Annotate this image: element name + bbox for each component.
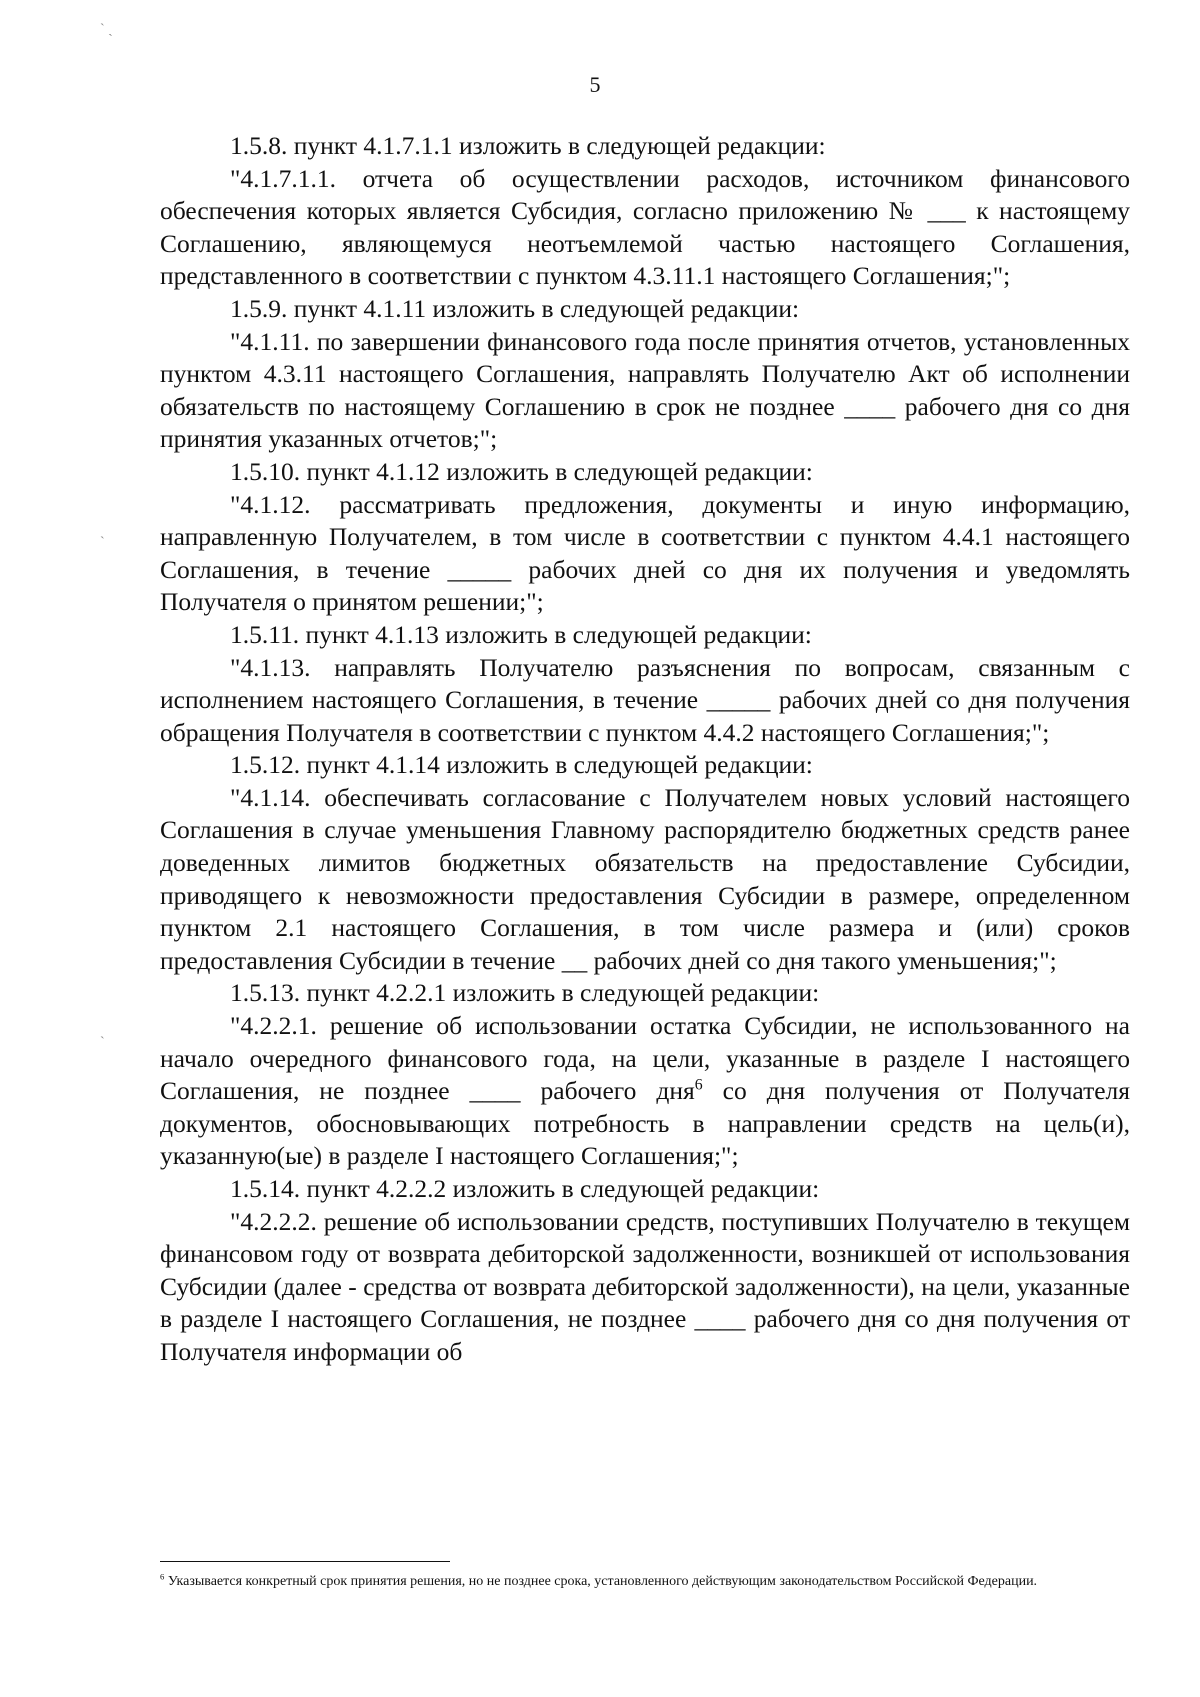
paragraph: 1.5.11. пункт 4.1.13 изложить в следующей редакции: [230,619,812,649]
page-number: 5 [589,72,601,97]
paragraph: "4.1.13. направлять Получателю разъяснения по вопросам, связанным с исполнением настоящего Соглашения, в течение _____ рабочих дней со дня получения обращения Получателя в соответствии с пунктом 4.4.2 настоящего Соглашения;"; [160,652,1130,747]
paragraph: "4.2.2.2. решение об использовании средств, поступивших Получателю в текущем финансовом году от возврата дебиторской задолженности, возникшей от использования Субсидии (далее - средства от возврата дебиторской задолженности), на цели, указанные в разделе I настоящего Соглашения, не позднее ____ рабочего дня со дня получения от Получателя информации об [160,1206,1130,1366]
footnote [160,1572,1130,1591]
paragraph: "4.1.11. по завершении финансового года после принятия отчетов, установленных пунктом 4.3.11 настоящего Соглашения, направлять Получателю Акт об исполнении обязательств по настоящему Соглашению в срок не позднее ____ рабочего дня со дня принятия указанных отчетов;"; [160,326,1130,454]
paragraph: 1.5.12. пункт 4.1.14 изложить в следующей редакции: [230,750,813,780]
footnote-separator [160,1561,450,1562]
footnote-text: Указывается конкретный срок принятия решения, но не позднее срока, установленного действующим законодательством Российской Федерации. [164,1574,1038,1589]
paragraph-with-footnote [160,1010,1130,1173]
paragraph-text-after: со дня получения от Получателя документов, обосновывающих потребность в направлении средств на цель(и), указанную(ые) в разделе I настоящего Соглашения;"; [160,1076,1130,1171]
paragraph: 1.5.13. пункт 4.2.2.1 изложить в следующей редакции: [230,978,820,1008]
paragraph: 1.5.8. пункт 4.1.7.1.1 изложить в следующей редакции: [230,131,826,160]
paragraph: "4.1.7.1.1. отчета об осуществлении расходов, источником финансового обеспечения которых является Субсидия, согласно приложению № ___ к настоящему Соглашению, являющемуся неотъемлемой частью настоящего Соглашения, представленного в соответствии с пунктом 4.3.11.1 настоящего Соглашения;"; [160,163,1130,291]
paragraph: 1.5.9. пункт 4.1.11 изложить в следующей редакции: [230,293,800,323]
paragraph: 1.5.10. пункт 4.1.12 изложить в следующей редакции: [230,456,813,486]
paragraph: "4.1.12. рассматривать предложения, документы и иную информацию, направленную Получателем, в том числе в соответствии с пунктом 4.4.1 настоящего Соглашения, в течение _____ рабочих дней со дня их получения и уведомлять Получателя о принятом решении;"; [160,489,1130,617]
document-body [160,130,1130,1369]
scan-mark: ˋ [100,1035,105,1050]
footnote-marker: 6 [160,1571,165,1582]
paragraph: 1.5.14. пункт 4.2.2.2 изложить в следующей редакции: [230,1174,820,1203]
scan-mark: ˋ [100,535,105,550]
paragraph-text-before: "4.2.2.1. решение об использовании остатка Субсидии, не использованного на начало очередного финансового года, на цели, указанные в разделе I настоящего Соглашения, не позднее ____ рабочего дня [160,1011,1130,1106]
footnote-reference: 6 [694,1076,703,1094]
scan-mark: ˋ ˎ [100,22,113,37]
paragraph: "4.1.14. обеспечивать согласование с Получателем новых условий настоящего Соглашения в случае уменьшения Главному распорядителю бюджетных средств ранее доведенных лимитов бюджетных обязательств на предоставление Субсидии, приводящего к невозможности предоставления Субсидии в размере, определенном пунктом 2.1 настоящего Соглашения, в том числе размера и (или) сроков предоставления Субсидии в течение __ рабочих дней со дня такого уменьшения;"; [160,782,1130,975]
